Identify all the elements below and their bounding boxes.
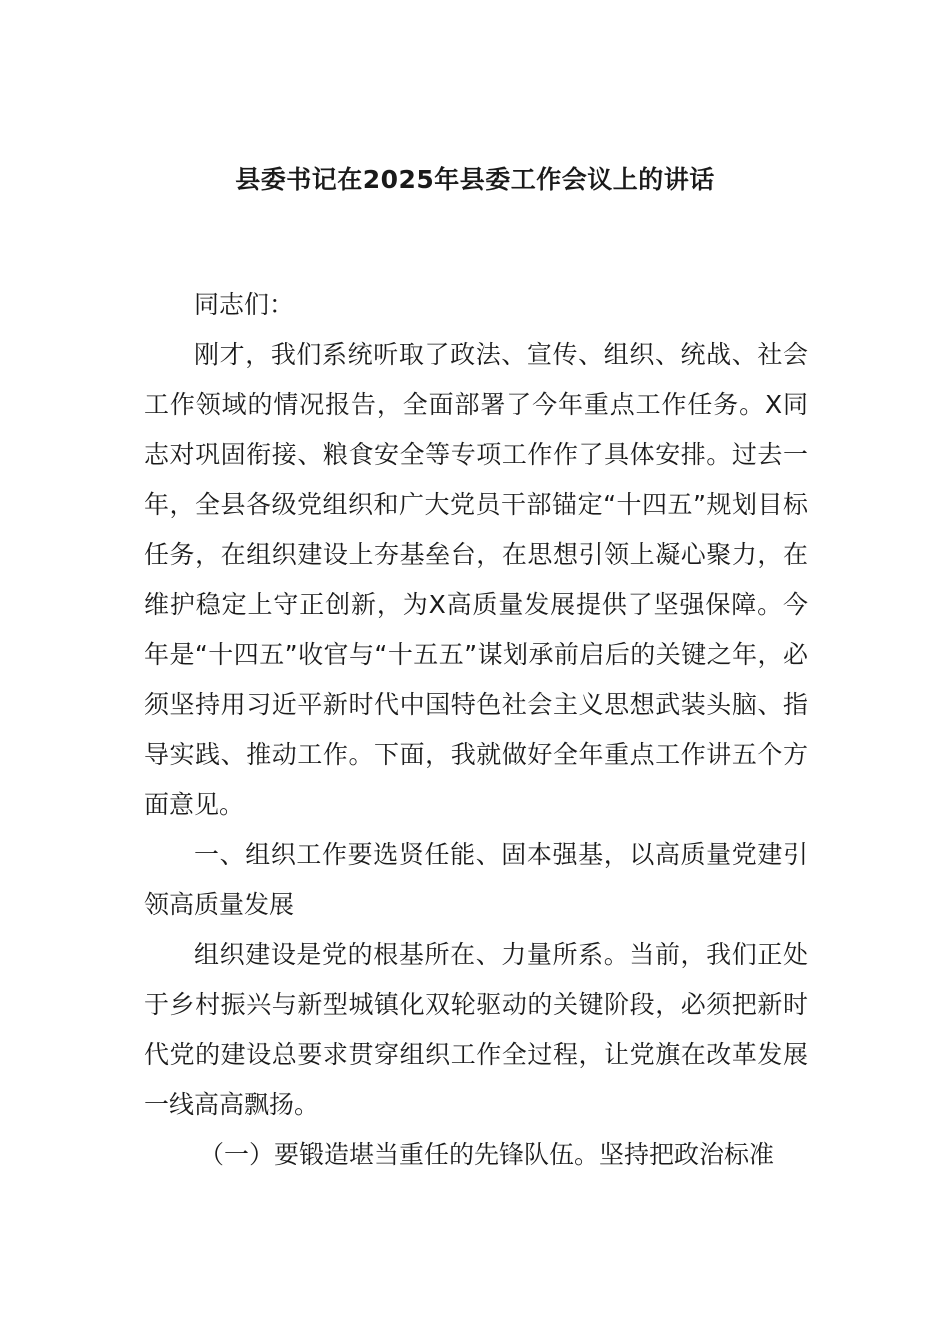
section-heading-1: 一、组织工作要选贤任能、固本强基，以高质量党建引领高质量发展 xyxy=(144,840,808,919)
document-body xyxy=(144,280,808,1180)
subsection-1-paragraph: （一）要锻造堪当重任的先锋队伍。坚持把政治标准 xyxy=(199,1140,775,1169)
document-title: 县委书记在2025年县委工作会议上的讲话 xyxy=(235,165,715,194)
section-1-paragraph: 组织建设是党的根基所在、力量所系。当前，我们正处于乡村振兴与新型城镇化双轮驱动的关键阶段，必须把新时代党的建设总要求贯穿组织工作全过程，让党旗在改革发展一线高高飘扬。 xyxy=(144,940,808,1119)
salutation-paragraph: 同志们： xyxy=(194,290,295,319)
intro-paragraph: 刚才，我们系统听取了政法、宣传、组织、统战、社会工作领域的情况报告，全面部署了今年重点工作任务。X同志对巩固衔接、粮食安全等专项工作作了具体安排。过去一年，全县各级党组织和广大党员干部锚定“十四五”规划目标任务，在组织建设上夯基垒台，在思想引领上凝心聚力，在维护稳定上守正创新，为X高质量发展提供了坚强保障。今年是“十四五”收官与“十五五”谋划承前启后的关键之年，必须坚持用习近平新时代中国特色社会主义思想武装头脑、指导实践、推动工作。下面，我就做好全年重点工作讲五个方面意见。 xyxy=(144,340,808,819)
